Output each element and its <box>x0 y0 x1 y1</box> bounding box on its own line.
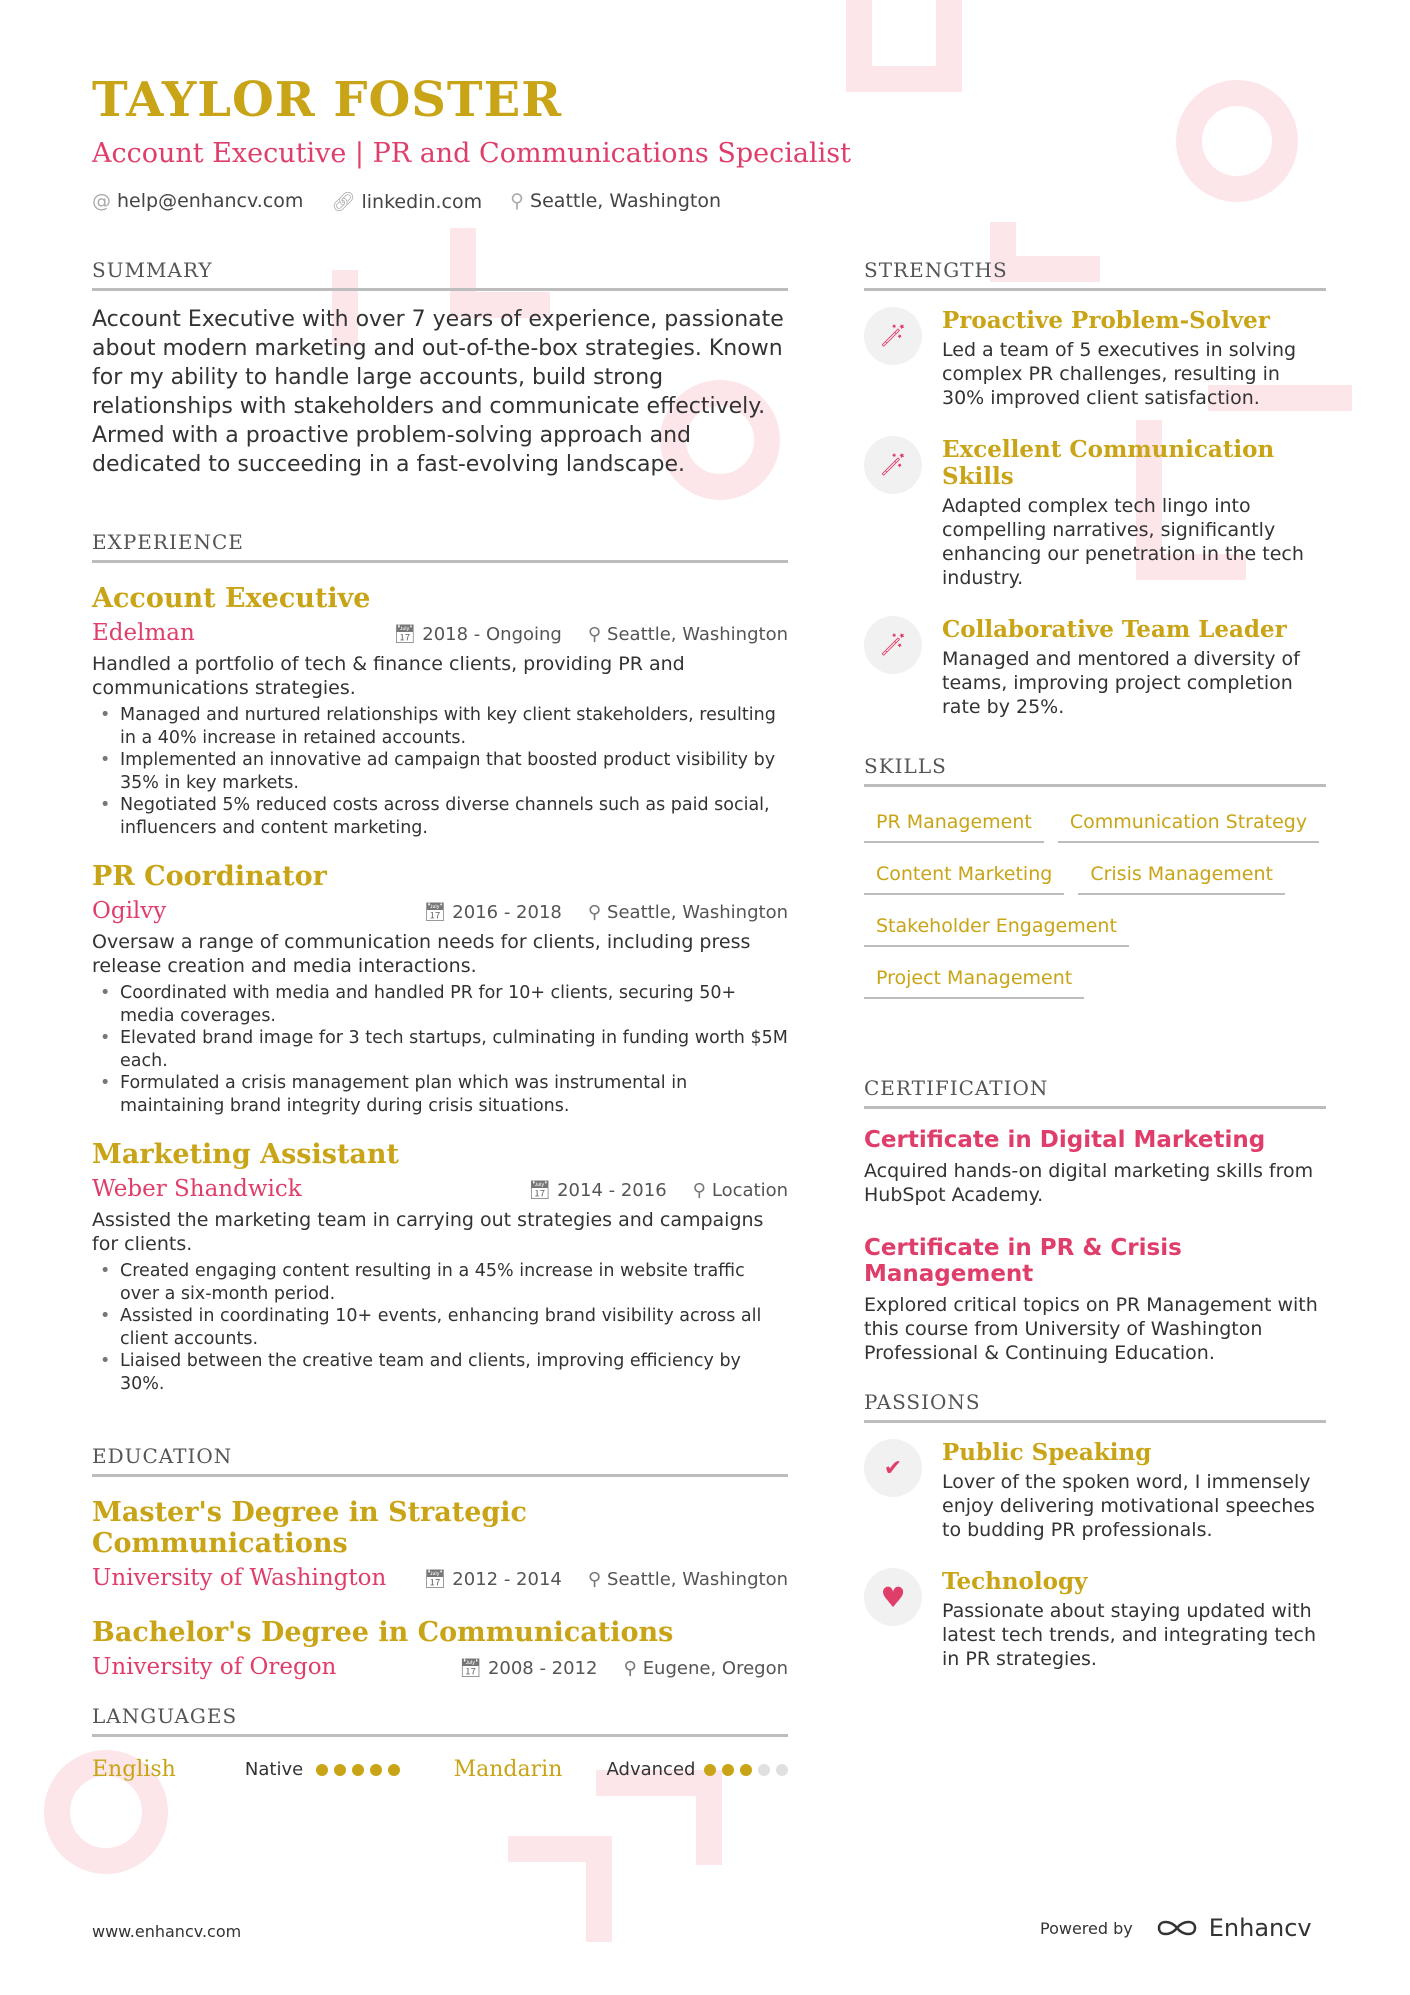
language-level: Advanced <box>606 1759 696 1780</box>
certification-title: Certificate in Digital Marketing <box>864 1127 1266 1153</box>
location-text: Seattle, Washington <box>530 190 722 212</box>
job-company: Edelman <box>92 620 195 646</box>
job-company: Weber Shandwick <box>92 1176 302 1202</box>
strength-description: Managed and mentored a diversity of teams, improving project completion rate by 25%. <box>942 648 1300 718</box>
contact-row <box>92 190 721 213</box>
job-meta <box>393 624 788 645</box>
job-location-text: Location <box>711 1180 788 1201</box>
skill-tag: Project Management <box>864 965 1084 999</box>
education-meta <box>459 1658 788 1679</box>
strengths-section <box>864 258 1326 719</box>
education-dates <box>459 1658 597 1679</box>
brand-name: Enhancv <box>1208 1914 1312 1942</box>
certification-description: Acquired hands-on digital marketing skills from HubSpot Academy. <box>864 1160 1314 1206</box>
magic-wand-icon: 🪄︎ <box>879 452 907 478</box>
job-entry <box>92 1139 788 1395</box>
job-description: Oversaw a range of communication needs for clients, including press release creation and media interactions. <box>92 931 751 977</box>
job-meta <box>528 1180 788 1201</box>
education-entry <box>92 1617 788 1680</box>
section-title: SUMMARY <box>92 258 788 291</box>
job-location <box>588 624 788 645</box>
strength-body <box>942 307 1326 410</box>
certification-item <box>864 1127 1326 1207</box>
education-location-text: Eugene, Oregon <box>642 1658 788 1679</box>
enhancv-logo[interactable] <box>1155 1914 1312 1942</box>
rating-dot <box>758 1764 770 1776</box>
strength-title: Excellent Communication Skills <box>942 436 1275 490</box>
strength-description: Led a team of 5 executives in solving complex PR challenges, resulting in 30% improved client satisfaction. <box>942 339 1297 409</box>
contact-location <box>510 190 721 213</box>
rating-dot <box>722 1764 734 1776</box>
decor-shape <box>846 66 962 92</box>
section-title: EDUCATION <box>92 1444 788 1477</box>
education-location <box>588 1569 788 1590</box>
linkedin-text: linkedin.com <box>361 191 483 213</box>
certification-section <box>864 1076 1326 1365</box>
job-dates <box>528 1180 666 1201</box>
rating-dot <box>388 1764 400 1776</box>
certification-description: Explored critical topics on PR Management with this course from University of Washington Professional & Continuing Education. <box>864 1294 1318 1364</box>
location-pin-icon: ⚲ <box>587 902 602 923</box>
strength-description: Adapted complex tech lingo into compelling narratives, significantly enhancing our penetration in the tech industry. <box>942 495 1304 589</box>
job-entry <box>92 583 788 839</box>
summary-section <box>92 258 788 479</box>
job-company-row <box>92 620 788 646</box>
email-text: help@enhancv.com <box>117 190 304 212</box>
job-bullet: • Elevated brand image for 3 tech startups, culminating in funding worth $5M each. <box>120 1027 788 1072</box>
certification-title: Certificate in PR & Crisis Management <box>864 1235 1182 1287</box>
location-pin-icon: ⚲ <box>623 1658 637 1679</box>
job-dates <box>393 624 561 645</box>
enhancv-logo-icon <box>1155 1916 1201 1940</box>
job-dates-text: 2014 - 2016 <box>557 1180 667 1201</box>
education-section <box>92 1444 788 1680</box>
education-dates <box>423 1569 561 1590</box>
job-bullet: • Negotiated 5% reduced costs across diverse channels such as paid social, influencers and content marketing. <box>120 794 788 839</box>
job-location-text: Seattle, Washington <box>607 624 788 645</box>
location-pin-icon: ⚲ <box>510 190 525 212</box>
at-icon: @ <box>92 190 111 212</box>
passion-item <box>864 1568 1326 1671</box>
calendar-icon: 📅︎ <box>393 624 417 645</box>
job-bullets <box>92 1260 788 1395</box>
school-name: University of Washington <box>92 1565 387 1591</box>
strength-body <box>942 436 1326 590</box>
skill-tag: Content Marketing <box>864 861 1064 895</box>
passion-body <box>942 1439 1326 1542</box>
experience-section <box>92 530 788 1395</box>
strength-title: Collaborative Team Leader <box>942 616 1287 643</box>
education-dates-text: 2008 - 2012 <box>487 1658 598 1679</box>
rating-dot <box>334 1764 346 1776</box>
rating-dot <box>776 1764 788 1776</box>
calendar-icon: 📅︎ <box>423 1569 447 1590</box>
section-title: STRENGTHS <box>864 258 1326 291</box>
check-icon: ✔ <box>883 1455 903 1481</box>
language-name: Mandarin <box>453 1757 563 1782</box>
school-name: University of Oregon <box>92 1654 337 1680</box>
decor-ring <box>1176 80 1298 202</box>
skill-tag: Communication Strategy <box>1058 809 1319 843</box>
language-level: Native <box>244 1759 304 1780</box>
job-company-row <box>92 1176 788 1202</box>
contact-linkedin[interactable] <box>331 190 482 213</box>
section-title: SKILLS <box>864 754 1326 787</box>
rating-dot <box>370 1764 382 1776</box>
education-location <box>624 1658 789 1679</box>
language-rating <box>704 1764 788 1776</box>
education-school-row <box>92 1654 788 1680</box>
job-bullet: • Implemented an innovative ad campaign that boosted product visibility by 35% in key markets. <box>120 749 788 794</box>
passion-icon-badge <box>864 1439 922 1497</box>
section-title: CERTIFICATION <box>864 1076 1326 1109</box>
job-dates <box>423 902 561 923</box>
education-entry <box>92 1497 788 1591</box>
calendar-icon: 📅︎ <box>459 1658 482 1679</box>
decor-shape <box>586 1836 612 1942</box>
job-bullets <box>92 704 788 839</box>
powered-by-text: Powered by <box>1040 1918 1133 1938</box>
candidate-headline: Account Executive | PR and Communications Specialist <box>92 138 851 169</box>
education-school-row <box>92 1565 788 1591</box>
footer-website[interactable]: www.enhancv.com <box>92 1922 242 1941</box>
job-bullet: • Coordinated with media and handled PR for 10+ clients, securing 50+ media coverages. <box>120 982 788 1027</box>
job-meta <box>423 902 788 923</box>
job-location-text: Seattle, Washington <box>607 902 788 923</box>
degree-title: Bachelor's Degree in Communications <box>92 1617 674 1648</box>
summary-text: Account Executive with over 7 years of experience, passionate about modern marketing and out-of-the-box strategies. Known for my ability to handle large accounts, build strong relationships with stakeholders and communicate effectively. Armed with a proactive problem-solving approach and dedicated to succeeding in a fast-evolving landscape. <box>92 307 784 477</box>
strength-item <box>864 307 1326 410</box>
rating-dot <box>316 1764 328 1776</box>
job-title: Account Executive <box>92 583 371 614</box>
job-location <box>693 1180 788 1201</box>
job-description: Assisted the marketing team in carrying out strategies and campaigns for clients. <box>92 1209 764 1255</box>
passion-title: Public Speaking <box>942 1439 1152 1466</box>
section-title: EXPERIENCE <box>92 530 788 563</box>
job-title: PR Coordinator <box>92 861 327 892</box>
heart-icon: ♥ <box>880 1580 906 1614</box>
job-bullet: • Created engaging content resulting in a 45% increase in website traffic over a six-month period. <box>120 1260 788 1305</box>
job-entry <box>92 861 788 1117</box>
skill-tag: Crisis Management <box>1078 861 1285 895</box>
job-bullets <box>92 982 788 1117</box>
education-dates-text: 2012 - 2014 <box>452 1569 562 1590</box>
job-company-row <box>92 898 788 924</box>
section-title: PASSIONS <box>864 1390 1326 1423</box>
location-pin-icon: ⚲ <box>692 1180 706 1201</box>
strength-title: Proactive Problem-Solver <box>942 307 1270 334</box>
passion-title: Technology <box>942 1568 1088 1595</box>
rating-dot <box>704 1764 716 1776</box>
calendar-icon: 📅︎ <box>423 902 447 923</box>
job-dates-text: 2016 - 2018 <box>452 902 562 923</box>
decor-shape <box>696 1770 722 1865</box>
magic-wand-icon: 🪄︎ <box>879 323 907 349</box>
skill-tag: PR Management <box>864 809 1044 843</box>
job-title: Marketing Assistant <box>92 1139 400 1170</box>
job-description: Handled a portfolio of tech & finance clients, providing PR and communications strategies. <box>92 653 685 699</box>
languages-section <box>92 1704 788 1782</box>
candidate-name: TAYLOR FOSTER <box>92 72 563 128</box>
job-company: Ogilvy <box>92 898 167 924</box>
job-location <box>588 902 788 923</box>
degree-title: Master's Degree in Strategic Communications <box>92 1497 527 1559</box>
calendar-icon: 📅︎ <box>528 1180 552 1201</box>
passion-body <box>942 1568 1326 1671</box>
job-bullet: • Assisted in coordinating 10+ events, enhancing brand visibility across all client accounts. <box>120 1305 788 1350</box>
education-location-text: Seattle, Washington <box>607 1569 788 1590</box>
rating-dot <box>740 1764 752 1776</box>
job-bullet: • Liaised between the creative team and clients, improving efficiency by 30%. <box>120 1350 788 1395</box>
job-bullet: • Formulated a crisis management plan which was instrumental in maintaining brand integrity during crisis situations. <box>120 1072 788 1117</box>
footer-branding <box>1040 1914 1312 1942</box>
job-bullet: • Managed and nurtured relationships with key client stakeholders, resulting in a 40% increase in retained accounts. <box>120 704 788 749</box>
strength-icon-badge <box>864 616 922 674</box>
rating-dot <box>352 1764 364 1776</box>
strength-item <box>864 436 1326 590</box>
skills-section <box>864 754 1326 999</box>
location-pin-icon: ⚲ <box>587 624 602 645</box>
passion-item <box>864 1439 1326 1542</box>
language-name: English <box>92 1757 176 1782</box>
section-title: LANGUAGES <box>92 1704 788 1737</box>
language-rating <box>316 1764 400 1776</box>
passion-description: Lover of the spoken word, I immensely enjoy delivering motivational speeches to budding PR professionals. <box>942 1471 1315 1541</box>
strength-item <box>864 616 1326 719</box>
contact-email[interactable] <box>92 190 303 213</box>
job-dates-text: 2018 - Ongoing <box>422 624 562 645</box>
certification-item <box>864 1235 1326 1365</box>
magic-wand-icon: 🪄︎ <box>879 632 907 658</box>
strength-body <box>942 616 1326 719</box>
passion-description: Passionate about staying updated with latest tech trends, and integrating tech in PR strategies. <box>942 1600 1316 1670</box>
location-pin-icon: ⚲ <box>587 1569 602 1590</box>
passion-icon-badge <box>864 1568 922 1626</box>
strength-icon-badge <box>864 307 922 365</box>
skill-tag: Stakeholder Engagement <box>864 913 1129 947</box>
education-meta <box>423 1569 788 1590</box>
link-icon: 🔗︎ <box>331 191 356 213</box>
strength-icon-badge <box>864 436 922 494</box>
passions-section <box>864 1390 1326 1671</box>
